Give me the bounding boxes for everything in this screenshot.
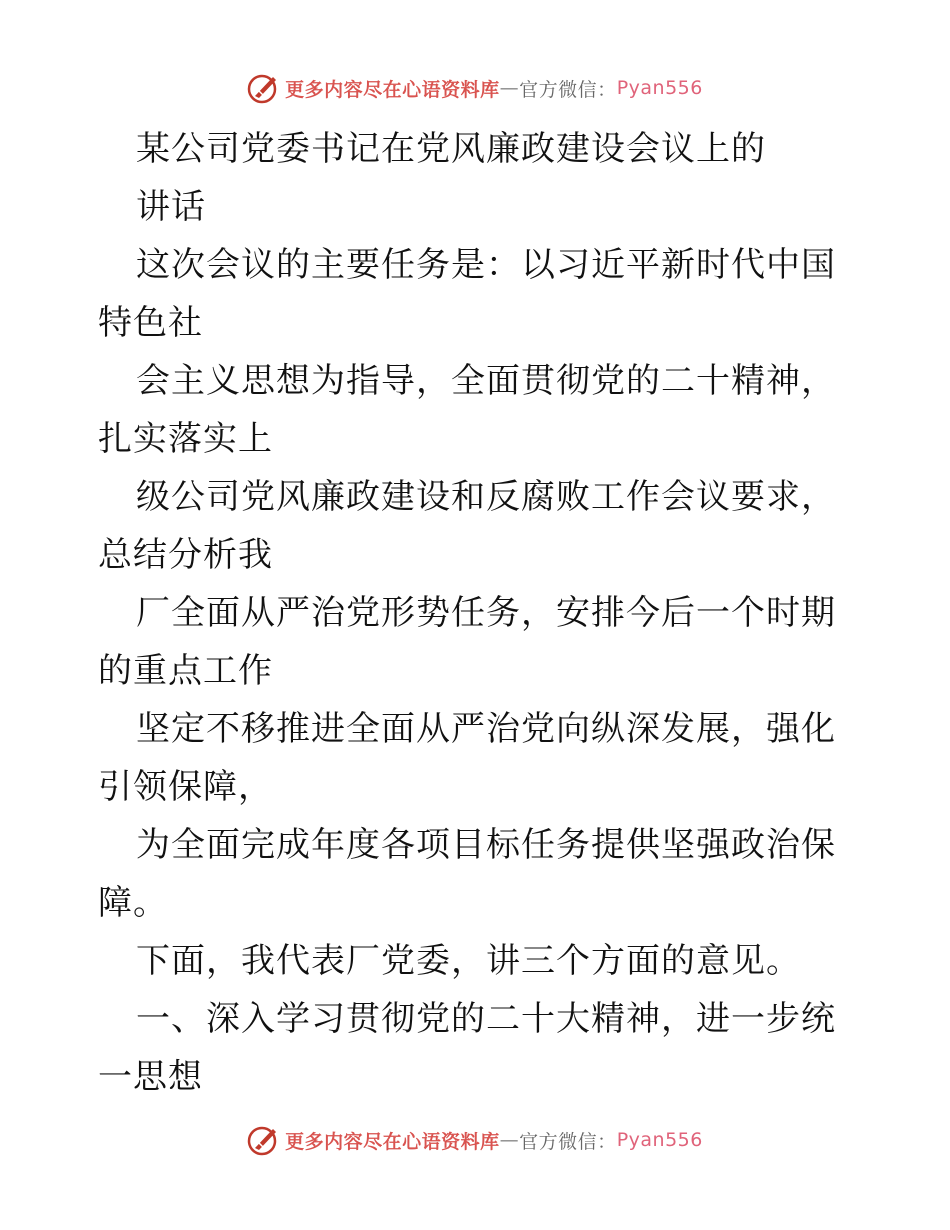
banner-wechat-label: 官方微信：	[519, 1130, 617, 1153]
banner-brand-text: 更多内容尽在心语资料库	[285, 78, 500, 101]
quill-pen-circle-icon	[247, 71, 281, 105]
paragraph: 会主义思想为指导，全面贯彻党的二十精神，扎实落实上	[98, 361, 836, 459]
paragraph-title-line1: 某公司党委书记在党风廉政建设会议上的	[136, 129, 766, 169]
paragraph: 厂全面从严治党形势任务，安排今后一个时期的重点工作	[98, 593, 836, 691]
paragraph: 级公司党风廉政建设和反腐败工作会议要求，总结分析我	[98, 477, 836, 575]
header-banner	[0, 68, 950, 108]
banner-wechat-label: 官方微信：	[519, 78, 617, 101]
paragraph: 这次会议的主要任务是：以习近平新时代中国特色社	[98, 245, 836, 343]
banner-wechat-id: Pyan556	[616, 1129, 703, 1151]
paragraph: 下面，我代表厂党委，讲三个方面的意见。	[136, 941, 801, 981]
banner-brand-text: 更多内容尽在心语资料库	[285, 1130, 500, 1153]
paragraph: 为全面完成年度各项目标任务提供坚强政治保障。	[98, 825, 836, 923]
banner-dash: —	[499, 77, 520, 99]
section-heading: 一、深入学习贯彻党的二十大精神，进一步统一思想	[98, 999, 836, 1097]
paragraph: 坚定不移推进全面从严治党向纵深发展，强化引领保障，	[98, 709, 836, 807]
document-body	[98, 120, 858, 1106]
paragraph-title-line2: 讲话	[136, 187, 206, 227]
footer-banner	[0, 1120, 950, 1160]
banner-dash: —	[499, 1129, 520, 1151]
quill-pen-circle-icon	[247, 1123, 281, 1157]
banner-wechat-id: Pyan556	[616, 77, 703, 99]
